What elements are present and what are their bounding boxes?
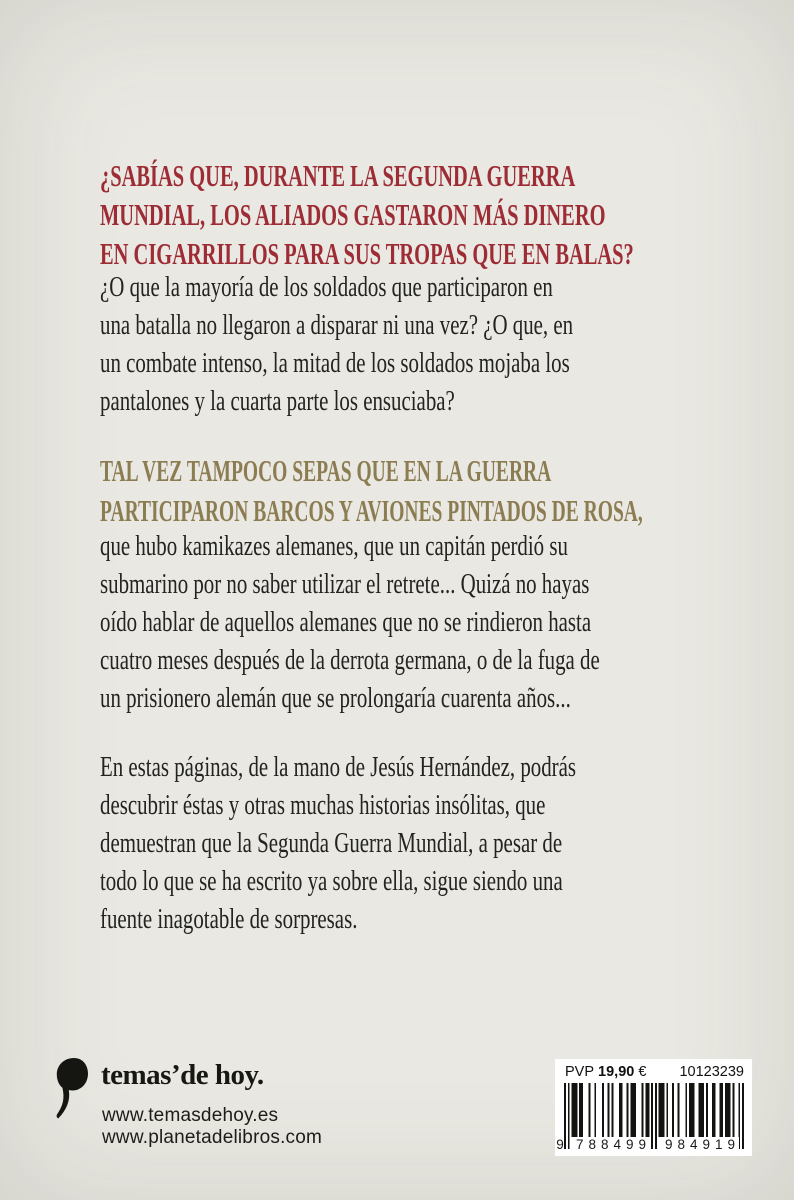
body-line: En estas páginas, de la mano de Jesús Hernández, podrás	[100, 751, 577, 783]
pvp-price	[565, 1064, 646, 1080]
pvp-label: PVP	[565, 1064, 595, 1080]
body-line: demuestran que la Segunda Guerra Mundial, a pesar de	[100, 827, 563, 859]
body-line: cuatro meses después de la derrota germana, o de la fuga de	[100, 644, 600, 676]
website-url: www.planetadelibros.com	[102, 1127, 323, 1148]
heading-line: PARTICIPARON BARCOS Y AVIONES PINTADOS DE ROSA,	[100, 493, 643, 528]
body-line: fuente inagotable de sorpresas.	[100, 903, 358, 935]
price-barcode-box	[555, 1059, 752, 1156]
body-line: submarino por no saber utilizar el retrete... Quizá no hayas	[100, 568, 590, 600]
product-code: 10123239	[679, 1064, 744, 1080]
body-line: todo lo que se ha escrito ya sobre ella, sigue siendo una	[100, 865, 563, 897]
body-paragraph-2	[100, 527, 600, 717]
body-line: un prisionero alemán que se prolongaría cuarenta años...	[100, 682, 571, 714]
red-hook-heading	[100, 156, 634, 273]
gold-hook-heading	[100, 451, 643, 531]
isbn-digits-right: 984919	[660, 1137, 739, 1152]
isbn-digit-first: 9	[556, 1137, 564, 1152]
website-url: www.temasdehoy.es	[102, 1105, 279, 1126]
body-line: una batalla no llegaron a disparar ni una vez? ¿O que, en	[100, 309, 574, 341]
publisher-name: temas’de hoy.	[101, 1059, 264, 1091]
publisher-websites	[102, 1105, 322, 1149]
body-paragraph-3	[100, 748, 576, 938]
comma-logo-icon	[55, 1057, 89, 1121]
ean-barcode	[556, 1083, 744, 1153]
body-line: descubrir éstas y otras muchas historias insólitas, que	[100, 789, 546, 821]
body-line: pantalones y la cuarta parte los ensuciaba?	[100, 385, 455, 417]
heading-line: ¿SABÍAS QUE, DURANTE LA SEGUNDA GUERRA	[100, 158, 576, 193]
heading-line: TAL VEZ TAMPOCO SEPAS QUE EN LA GUERRA	[100, 453, 552, 488]
price-value: 19,90	[598, 1064, 635, 1080]
body-line: oído hablar de aquellos alemanes que no se rindieron hasta	[100, 606, 592, 638]
body-line: un combate intenso, la mitad de los soldados mojaba los	[100, 347, 570, 379]
currency-symbol: €	[638, 1064, 647, 1080]
heading-line: EN CIGARRILLOS PARA SUS TROPAS QUE EN BALAS?	[100, 236, 634, 271]
isbn-digits-left: 788499	[571, 1137, 650, 1152]
price-row	[565, 1064, 744, 1080]
heading-line: MUNDIAL, LOS ALIADOS GASTARON MÁS DINERO	[100, 197, 606, 232]
body-line: ¿O que la mayoría de los soldados que participaron en	[100, 271, 553, 303]
body-paragraph-1	[100, 268, 573, 420]
body-line: que hubo kamikazes alemanes, que un capitán perdió su	[100, 530, 568, 562]
